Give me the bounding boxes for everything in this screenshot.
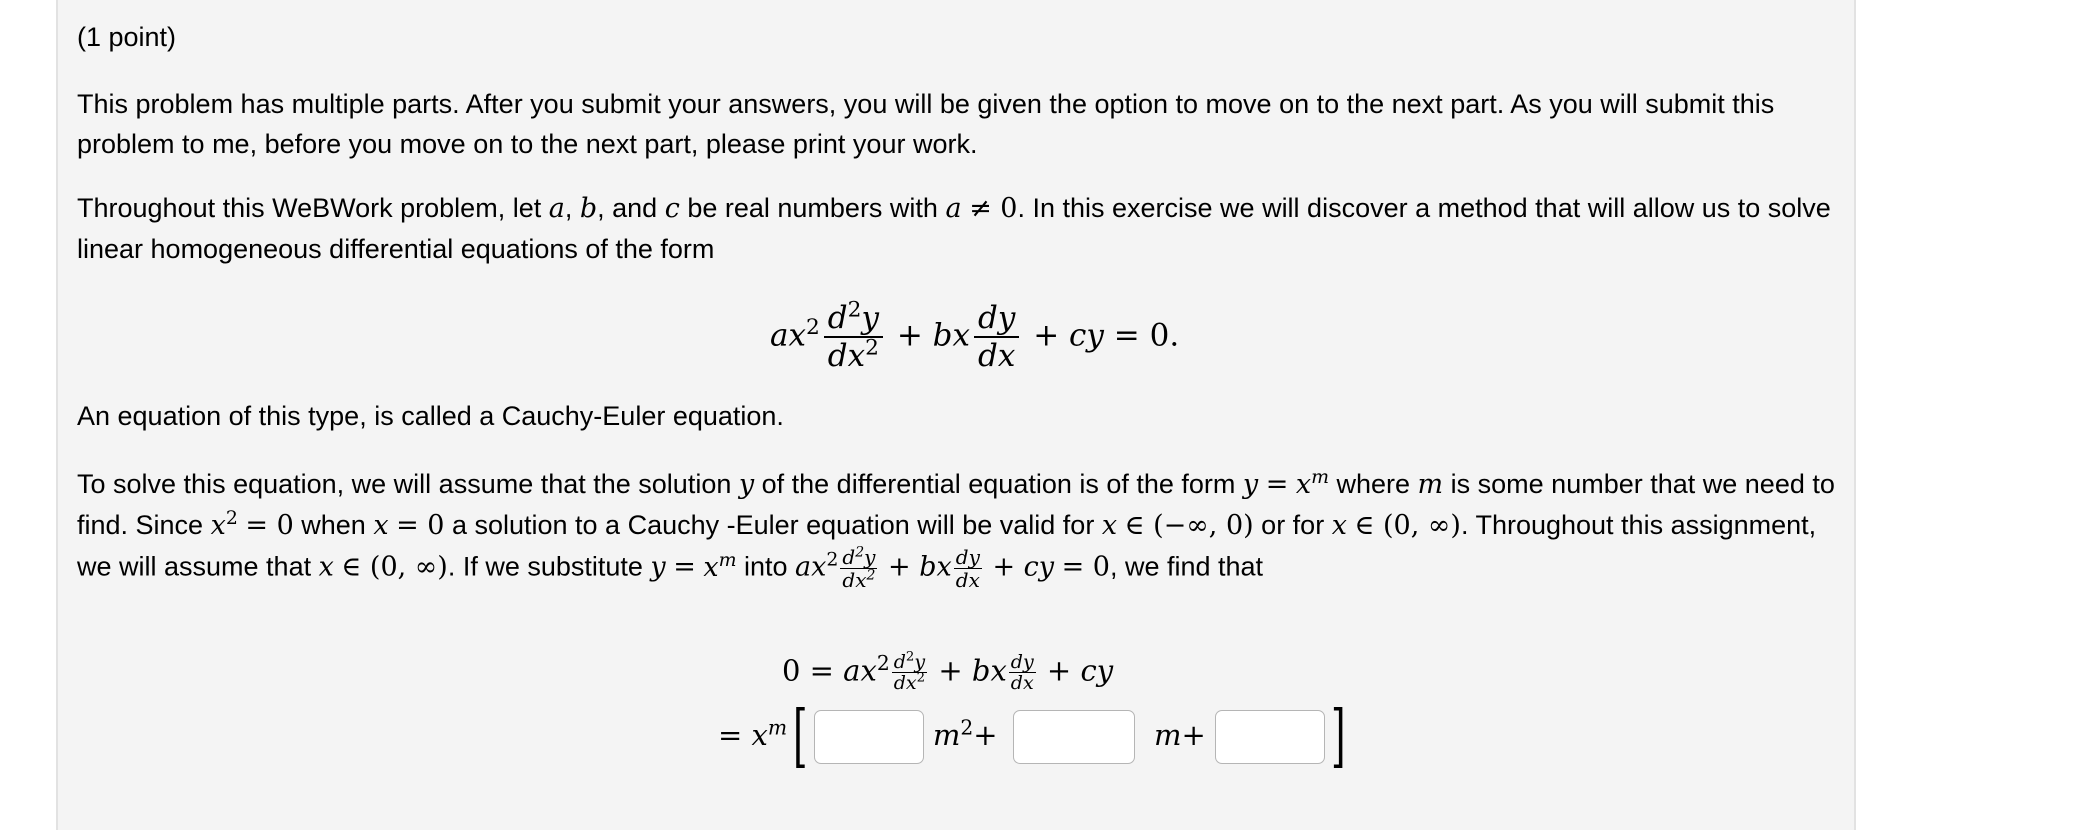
answer-constant[interactable] (1215, 710, 1325, 764)
problem-panel (56, 0, 1856, 830)
cauchy-euler-sentence: An equation of this type, is called a Cauchy-Euler equation. (77, 401, 784, 431)
solve-paragraph: To solve this equation, we will assume that the solution y of the differential equation is of the form $y = x^m$ where m is some number that we need to find. Since $x^2 = 0$ when x = 0 a solution to a Cauchy -Euler equation will be valid for x ∈ (−∞, 0) or for x ∈ (0, ∞). Throughout this assignment, we will assume that x ∈ (0, ∞). If we substitute $y = x^m$ into $ax^2$ $\frac{d^2y}{dx^2}$ + bx $\frac{dy}{dx}$ + cy = 0, we find that (77, 466, 1835, 592)
substitution-line-1: $0 = ax^2$ $\frac{d^2y}{dx^2}$ + bx $\frac{dy}{dx}$ + cy (782, 649, 1114, 694)
throughout-paragraph: Throughout this WeBWork problem, let a, b, and c be real numbers with a ≠ 0. In this exercise we will discover a method that will allow us to solve linear homogeneous differential equations of the form (77, 193, 1831, 264)
intro-paragraph: This problem has multiple parts. After you submit your answers, you will be given the option to move on to the next part. As you will submit this problem to me, before you move on to the next part, please print your work. (77, 89, 1775, 159)
left-bracket: [ (793, 697, 808, 776)
right-bracket: ] (1331, 697, 1346, 776)
substitution-line-2: = $x^m$[ $m^2+ m+$ ] (718, 697, 1346, 776)
answer-coefficient-m-squared[interactable] (814, 710, 924, 764)
answer-coefficient-m[interactable] (1013, 710, 1135, 764)
cauchy-euler-equation: $ax^2$ $\frac{d^2y}{dx^2}$ + bx $\frac{dy}{dx}$ + cy = 0. (770, 297, 1180, 374)
point-value: (1 point) (77, 22, 177, 52)
